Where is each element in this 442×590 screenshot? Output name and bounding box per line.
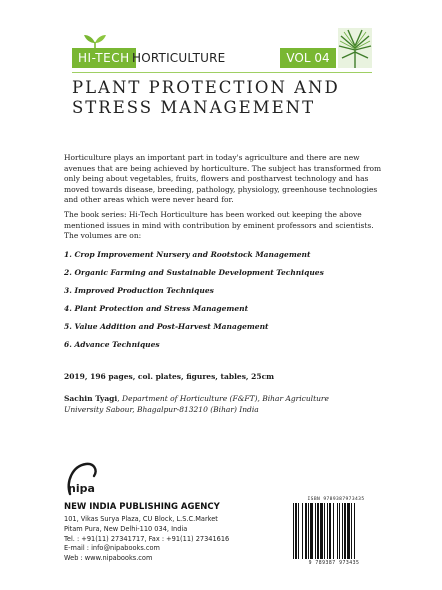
volume-item: 5. Value Addition and Post-Harvest Management: [64, 322, 269, 331]
author-block: [64, 394, 386, 415]
nipa-logo: [64, 460, 100, 500]
book-title: [72, 78, 372, 118]
barcode-bar: [347, 503, 350, 559]
svg-text:nipa: nipa: [68, 482, 95, 495]
barcode-bar: [342, 503, 343, 559]
series-volume-label: VOL 04: [280, 48, 336, 68]
author-affiliation-1: , Department of Horticulture (F&FT), Bihar Agriculture: [117, 394, 329, 403]
volume-item: 6. Advance Techniques: [64, 340, 160, 349]
palm-leaf-icon: [338, 28, 372, 68]
publisher-contact: [64, 515, 284, 564]
barcode-bar: [305, 503, 307, 559]
barcode-bar: [339, 503, 340, 559]
volume-list: [64, 250, 386, 358]
barcode-bar: [308, 503, 309, 559]
series-banner: [72, 48, 337, 68]
publisher-phone: Tel. : +91(11) 27341717, Fax : +91(11) 27341616: [64, 534, 230, 543]
volume-item: 1. Crop Improvement Nursery and Rootstock Management: [64, 250, 311, 259]
publication-details: 2019, 196 pages, col. plates, figures, tables, 25cm: [64, 372, 275, 381]
volume-item: 3. Improved Production Techniques: [64, 286, 214, 295]
barcode-bar: [333, 503, 334, 559]
author-name: Sachin Tyagi: [64, 394, 118, 403]
barcode-bar: [298, 503, 299, 559]
barcode-bar: [293, 503, 294, 559]
barcode-bar: [315, 503, 316, 559]
volume-item: 4. Plant Protection and Stress Management: [64, 304, 249, 313]
series-paragraph: The book series: Hi-Tech Horticulture has been worked out keeping the above mentioned issues in mind with contribution by eminent professors and scientists. The volumes are on:: [64, 210, 374, 240]
barcode-bar: [344, 503, 346, 559]
publisher-name: NEW INDIA PUBLISHING AGENCY: [64, 502, 220, 512]
book-title-line-1: PLANT PROTECTION AND: [72, 78, 340, 97]
barcode-bar: [310, 503, 313, 559]
isbn-label: ISBN 9789387973435: [307, 497, 365, 502]
publisher-email: E-mail : info@nipabooks.com: [64, 544, 160, 553]
barcode-bar: [295, 503, 297, 559]
book-title-line-2: STRESS MANAGEMENT: [72, 98, 316, 117]
barcode-bar: [317, 503, 319, 559]
isbn-digits: 9 789387 973435: [308, 561, 360, 566]
publisher-address-2: Pitam Pura, New Delhi-110 034, India: [64, 524, 188, 533]
publisher-web: Web : www.nipabooks.com: [64, 554, 153, 563]
barcode-bar: [320, 503, 323, 559]
author-affiliation-2: University Sabour, Bhagalpur-813210 (Bihar) India: [64, 404, 259, 414]
barcode-bar: [329, 503, 331, 559]
series-horticulture-label: HORTICULTURE: [132, 51, 226, 65]
barcode-bar: [327, 503, 328, 559]
isbn-barcode: [292, 503, 378, 559]
barcode-bar: [337, 503, 338, 559]
barcode-bar: [354, 503, 355, 559]
header-divider: [72, 72, 372, 73]
volume-item: 2. Organic Farming and Sustainable Development Techniques: [64, 268, 324, 277]
barcode-bar: [302, 503, 303, 559]
barcode-bar: [351, 503, 352, 559]
barcode-bar: [324, 503, 325, 559]
publisher-address-1: 101, Vikas Surya Plaza, CU Block, L.S.C.Market: [64, 515, 218, 523]
series-hitech-label: HI-TECH: [72, 48, 136, 68]
intro-paragraph: Horticulture plays an important part in today's agriculture and there are new avenues that are being achieved by horticulture. The subject has transformed from only being about vegetables, fruits, flowers and postharvest technology and has moved towards disease, breeding, pathology, physiology, greenhouse technologies and other areas which were never heard for.: [64, 153, 382, 204]
